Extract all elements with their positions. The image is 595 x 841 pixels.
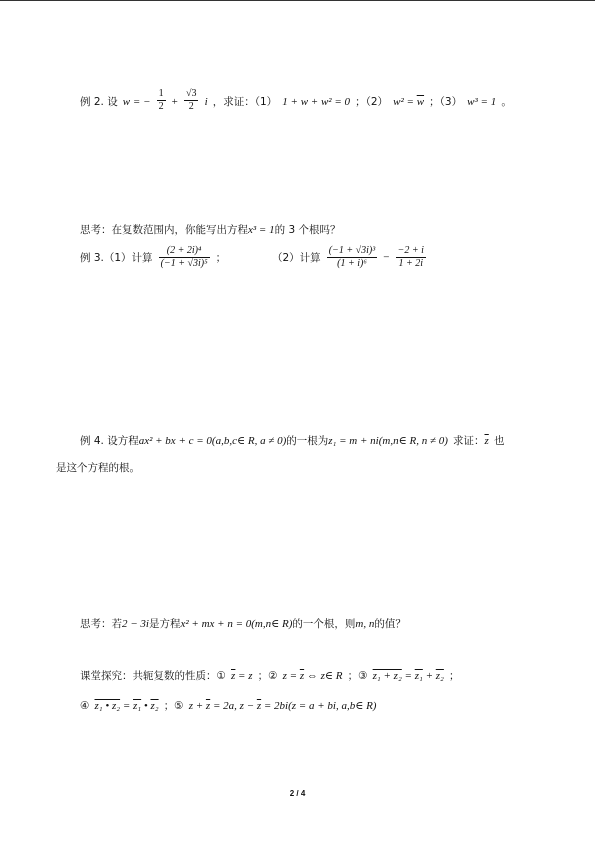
- example-3-part-1: 例 3.（1）计算 $\frac{\text{(2 + 2i)⁴}}{\text{(−1 + √3i)⁵}}$ ；: [80, 245, 227, 269]
- example-3-part-2: （2）计算 $\frac{\text{(−1 + √3i)³}}{\text{(1 + i)⁶}}$ − $\frac{-2 + i}{1 + 2i}$: [272, 245, 424, 269]
- fraction-one-half: $\frac{1}{2}$: [158, 88, 164, 112]
- think-question-1: 思考：在复数范围内，你能写出方程x³ = 1的 3 个根吗？: [80, 224, 341, 236]
- fraction-sqrt3-half: $\frac{√3}{2}$: [185, 88, 197, 112]
- fraction-ex3-1: $\frac{\text{(2 + 2i)⁴}}{\text{(−1 + √3i)⁵}}$: [160, 245, 208, 269]
- property-5: $z + \overline{z} = 2a$, $z - \overline{z} = 2bi(z = a$ + bi, a,b∈ R): [188, 700, 377, 712]
- explore-line-2: ④ z₁ • z₂ = z₁ • z₂ ；⑤ $z + \overline{z} = 2a$, $z - \overline{z} = 2bi(z = a$ + bi, a,b∈ R): [80, 700, 377, 712]
- example-2: 例 2. 设 w = − $\frac{1}{2}$ + $\frac{√3}{2}$ i ，求证：（1） 1 + w + w² = 0 ；（2） $w^2 = \overline{w}$ ；（3） w³ = 1 。: [80, 88, 512, 112]
- example-4-line-1: 例 4. 设方程ax² + bx + c = 0(a,b,c∈ R, a ≠ 0)的一根为z₁ = m + ni(m,n∈ R, n ≠ 0) 求证：$\overline{z}$ 也: [80, 435, 505, 447]
- fraction-ex3-3: $\frac{-2 + i}{1 + 2i}$: [397, 245, 424, 269]
- identity-1: 1 + w + w² = 0: [282, 96, 351, 108]
- identity-2: $w^2 = \overline{w}$: [393, 96, 425, 108]
- explore-line-1: 课堂探究：共轭复数的性质：① z = z ；② $z = \overline{z}$ ⇔ z∈ R ；③ z₁ + z₂ = z₁ + z₂ ；: [80, 670, 460, 682]
- property-2: $z = \overline{z}$ ⇔ z∈ R: [282, 670, 343, 682]
- page-number: 2 / 4: [289, 789, 306, 798]
- think-question-2: 思考：若2 − 3i是方程x² + mx + n = 0(m,n∈ R)的一个根，则m, n的值？: [80, 618, 406, 630]
- property-1: z = z: [231, 670, 253, 682]
- fraction-ex3-2: $\frac{\text{(−1 + √3i)³}}{\text{(1 + i)⁶}}$: [328, 245, 376, 269]
- property-3: z₁ + z₂ = z₁ + z₂: [372, 670, 444, 682]
- example-4-line-2: 是这个方程的根。: [56, 462, 140, 474]
- top-border: [0, 0, 595, 1]
- identity-3: w³ = 1: [467, 96, 497, 108]
- property-4: z₁ • z₂ = z₁ • z₂: [94, 700, 159, 712]
